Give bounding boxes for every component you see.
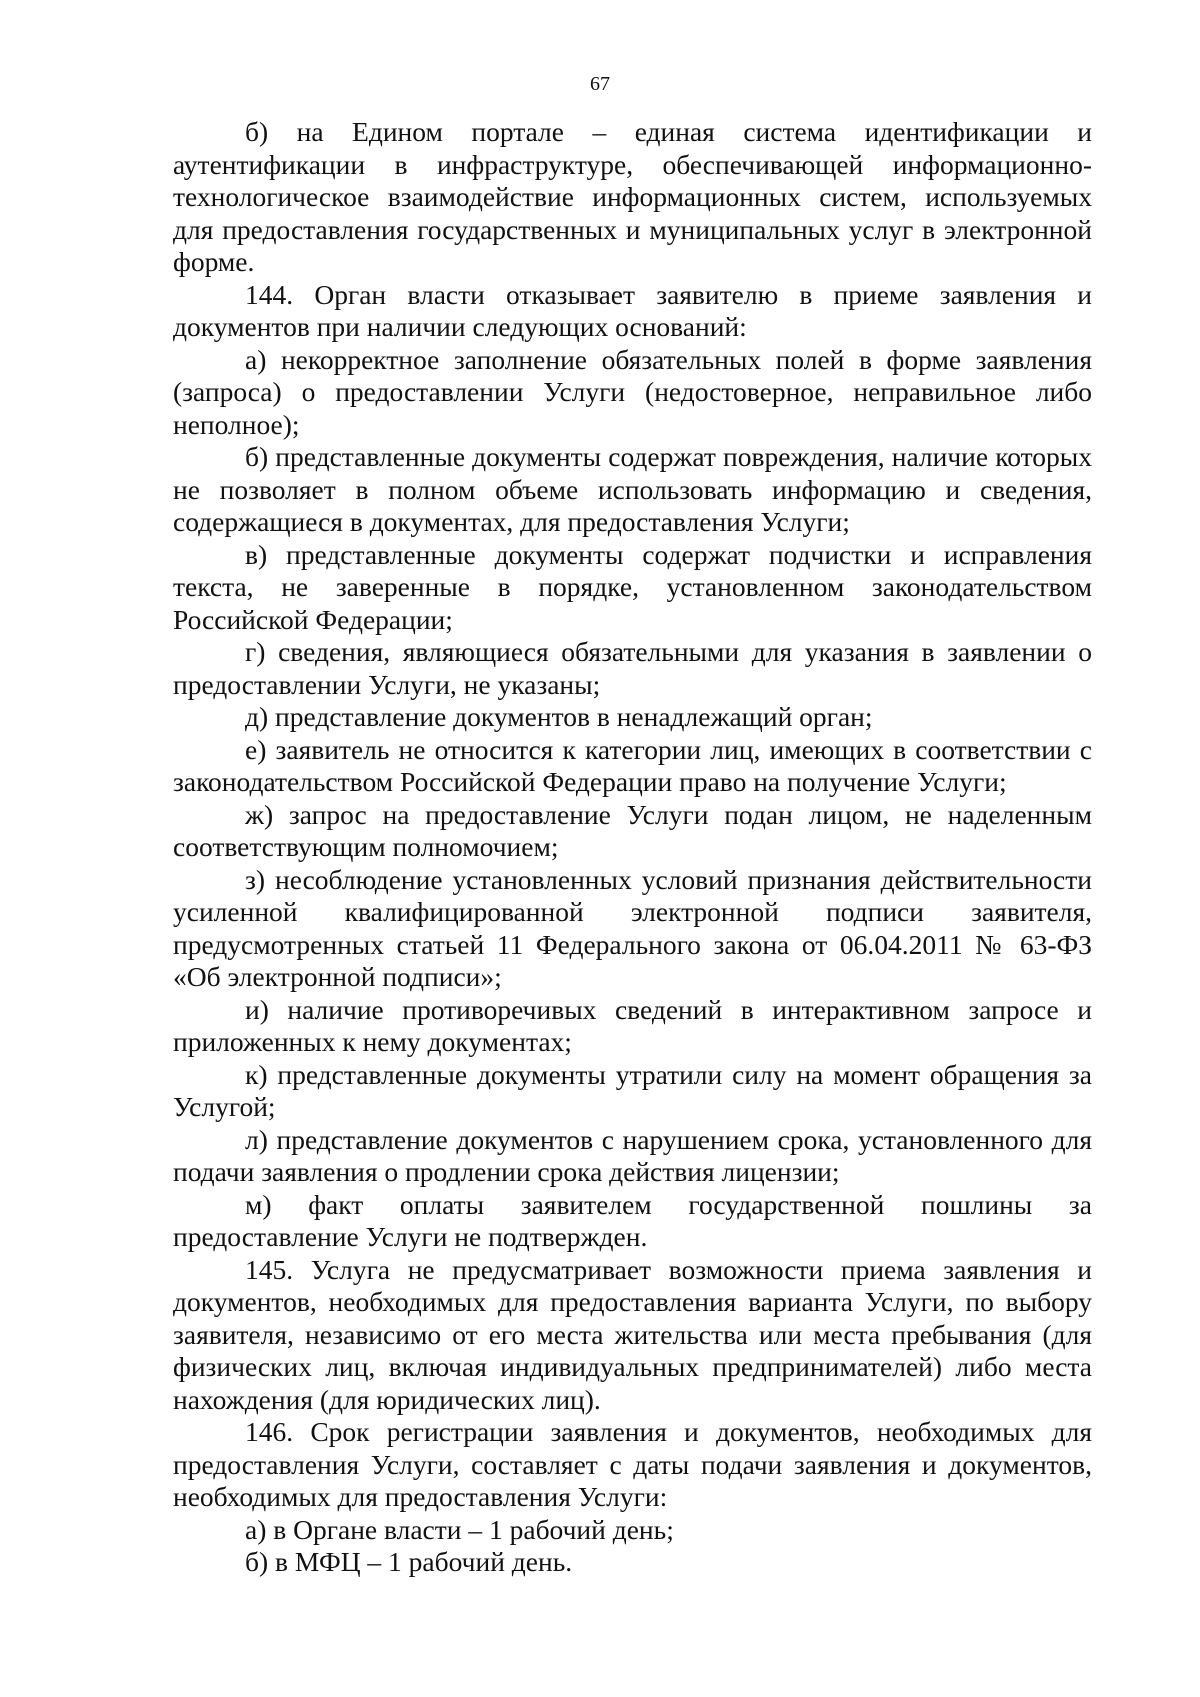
list-item-v: в) представленные документы содержат подчистки и исправления текста, не заверенные в порядке, установленном законодательством Российской Федерации; (173, 538, 1092, 635)
term-item-b: б) в МФЦ – 1 рабочий день. (245, 1546, 573, 1577)
list-item-a: а) некорректное заполнение обязательных полей в форме заявления (запроса) о предоставлении Услуги (недостоверное, неправильное либо неполное); (173, 343, 1092, 440)
list-item-l: л) представление документов с нарушением срока, установленного для подачи заявления о продлении срока действия лицензии; (173, 1123, 1092, 1187)
document-body (173, 116, 1092, 1579)
list-item-g: г) сведения, являющиеся обязательными для указания в заявлении о предоставлении Услуги, не указаны; (173, 636, 1092, 700)
page-number: 67 (590, 73, 610, 95)
paragraph-146: 146. Срок регистрации заявления и документов, необходимых для предоставления Услуги, составляет с даты подачи заявления и документов, необходимых для предоставления Услуги: (173, 1416, 1092, 1512)
paragraph-145: 145. Услуга не предусматривает возможности приема заявления и документов, необходимых для предоставления варианта Услуги, по выбору заявителя, независимо от его места жительства или места пребывания (для физических лиц, включая индивидуальных предпринимателей) либо места нахождения (для юридических лиц). (173, 1253, 1092, 1415)
list-item-m: м) факт оплаты заявителем государственной пошлины за предоставление Услуги не подтвержден. (173, 1188, 1092, 1252)
list-item-k: к) представленные документы утратили силу на момент обращения за Услугой; (173, 1058, 1092, 1122)
list-item-z: з) несоблюдение установленных условий признания действительности усиленной квалифицированной электронной подписи заявителя, предусмотренных статьей 11 Федерального закона от 06.04.2011 № 63-ФЗ «Об электронной подписи»; (173, 863, 1092, 992)
term-item-a: а) в Органе власти – 1 рабочий день; (245, 1513, 674, 1545)
list-item-zh: ж) запрос на предоставление Услуги подан лицом, не наделенным соответствующим полномочием; (173, 798, 1092, 862)
list-item-b: б) представленные документы содержат повреждения, наличие которых не позволяет в полном объеме использовать информацию и сведения, содержащиеся в документах, для предоставления Услуги; (173, 441, 1092, 537)
list-item-i: и) наличие противоречивых сведений в интерактивном запросе и приложенных к нему документах; (173, 993, 1092, 1057)
list-item-e: е) заявитель не относится к категории лиц, имеющих в соответствии с законодательством Российской Федерации право на получение Услуги; (173, 733, 1092, 797)
paragraph-144: 144. Орган власти отказывает заявителю в приеме заявления и документов при наличии следующих оснований: (173, 278, 1092, 342)
list-item-d: д) представление документов в ненадлежащий орган; (245, 701, 873, 732)
paragraph-b-portal: б) на Едином портале – единая система идентификации и аутентификации в инфраструктуре, обеспечивающей информационно-технологическое взаимодействие информационных систем, используемых для предоставления государственных и муниципальных услуг в электронной форме. (173, 116, 1092, 277)
